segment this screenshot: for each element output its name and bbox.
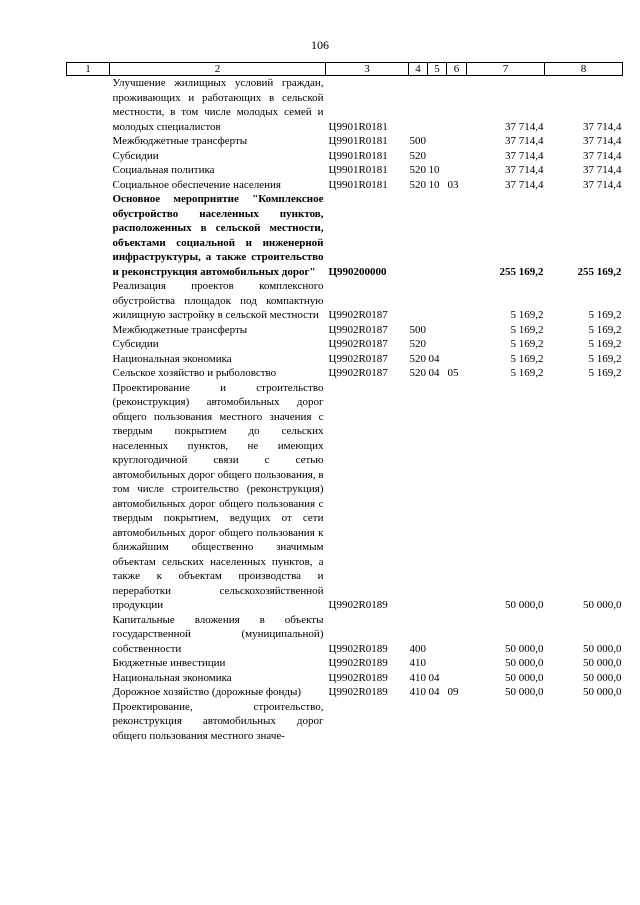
table-row [67, 337, 623, 352]
row-amount-col8: 37 714,4 [583, 120, 622, 133]
row-name: Социальная политика [112, 164, 215, 176]
row-amount-col7: 5 169,2 [510, 309, 544, 321]
row-expense-type: 520 [409, 367, 426, 379]
row-section [428, 656, 447, 671]
row-target-code: Ц990200000 [328, 265, 387, 278]
row-index-cell [67, 366, 110, 381]
row-subsection [447, 192, 467, 279]
table-row [67, 671, 623, 686]
table-row [67, 279, 623, 323]
row-section [428, 76, 447, 135]
row-target-code: Ц9902R0187 [328, 309, 388, 321]
table-row [67, 76, 623, 135]
row-index-cell [67, 279, 110, 323]
row-name: Субсидии [112, 149, 159, 162]
row-name: Межбюджетные трансферты [112, 135, 248, 147]
budget-table [66, 62, 623, 743]
table-row [67, 685, 623, 700]
row-index-cell [67, 700, 110, 744]
row-name: Социальное обеспечение населения [112, 178, 281, 191]
row-amount-col8: 5 169,2 [588, 367, 622, 379]
row-amount-col8: 37 714,4 [583, 178, 622, 191]
table-row [67, 613, 623, 657]
row-amount-col8: 5 169,2 [588, 338, 622, 350]
row-index-cell [67, 178, 110, 193]
row-target-code: Ц9901R0181 [328, 164, 388, 176]
row-subsection [447, 163, 467, 178]
row-section [428, 700, 447, 744]
row-amount-col7: 37 714,4 [505, 178, 544, 191]
header-cell: 5 [428, 63, 447, 76]
row-section: 04 [428, 367, 440, 379]
row-section [428, 337, 447, 352]
row-amount-col7: 37 714,4 [505, 149, 544, 162]
row-amount-col7: 5 169,2 [510, 323, 544, 336]
row-target-code: Ц9901R0181 [328, 178, 388, 191]
row-expense-type: 520 [409, 338, 426, 350]
header-cell: 8 [545, 63, 623, 76]
row-subsection [447, 700, 467, 744]
row-section: 10 [428, 164, 440, 176]
row-name: Проектирование и строительство (реконструкция) автомобильных дорог общего пользования местного значения с твердым покрытием до сельских населенных пунктов, не имеющих круглогодичной связи с сетью автомобильных дорог общего пользования, в том числе строительство (реконструкция) автомобильных дорог общего пользования с твердым покрытием, ведущих от сети автомобильных дорог общего пользования к ближайшим общественно значимым объектам сельских населенных пунктов, а также к объектам производства и переработки сельскохозяйственной продукции [112, 381, 324, 611]
row-expense-type [409, 279, 428, 323]
row-subsection: 09 [447, 686, 459, 698]
row-amount-col8 [545, 700, 623, 744]
row-section: 04 [428, 671, 440, 684]
row-name: Бюджетные инвестиции [112, 657, 226, 669]
row-amount-col8: 50 000,0 [583, 686, 622, 698]
row-subsection [447, 352, 467, 367]
row-section [428, 381, 447, 613]
row-expense-type: 410 [409, 657, 426, 669]
row-subsection [447, 323, 467, 338]
table-row [67, 700, 623, 744]
row-index-cell [67, 323, 110, 338]
row-subsection [447, 134, 467, 149]
row-name: Сельское хозяйство и рыболовство [112, 367, 277, 379]
row-subsection [447, 279, 467, 323]
row-amount-col7: 37 714,4 [505, 164, 544, 176]
row-expense-type: 410 [409, 671, 426, 684]
row-section [428, 613, 447, 657]
row-index-cell [67, 337, 110, 352]
row-amount-col8: 50 000,0 [583, 657, 622, 669]
row-amount-col7: 5 169,2 [510, 338, 544, 350]
row-subsection [447, 149, 467, 164]
row-section: 04 [428, 686, 440, 698]
header-cell: 6 [447, 63, 467, 76]
row-target-code: Ц9902R0189 [328, 657, 388, 669]
row-expense-type: 400 [409, 642, 426, 655]
header-cell: 7 [467, 63, 545, 76]
row-section [428, 149, 447, 164]
table-row [67, 381, 623, 613]
row-amount-col7: 50 000,0 [505, 686, 544, 698]
row-amount-col8: 50 000,0 [583, 599, 622, 611]
row-index-cell [67, 671, 110, 686]
row-expense-type: 410 [409, 686, 426, 698]
row-section: 04 [428, 352, 440, 365]
row-subsection: 03 [447, 178, 459, 191]
row-amount-col7: 50 000,0 [505, 599, 544, 611]
row-index-cell [67, 685, 110, 700]
row-index-cell [67, 613, 110, 657]
table-row [67, 323, 623, 338]
row-name: Проектирование, строительство, реконструкция автомобильных дорог общего пользования местного значе- [112, 700, 324, 742]
row-expense-type [409, 381, 428, 613]
row-amount-col7: 50 000,0 [505, 657, 544, 669]
row-target-code: Ц9902R0187 [328, 367, 388, 379]
row-name: Реализация проектов комплексного обустройства площадок под компактную жилищную застройку в сельской местности [112, 280, 324, 321]
row-target-code [326, 700, 409, 744]
row-target-code: Ц9902R0189 [328, 599, 388, 611]
row-amount-col7: 37 714,4 [505, 135, 544, 147]
row-amount-col7: 50 000,0 [505, 671, 544, 684]
row-index-cell [67, 134, 110, 149]
row-name: Национальная экономика [112, 352, 232, 365]
row-expense-type: 520 [409, 149, 426, 162]
row-name: Субсидии [112, 338, 159, 350]
row-subsection: 05 [447, 367, 459, 379]
row-amount-col8: 5 169,2 [588, 323, 622, 336]
row-amount-col7: 50 000,0 [505, 642, 544, 655]
row-index-cell [67, 192, 110, 279]
row-target-code: Ц9902R0187 [328, 323, 388, 336]
row-section [428, 323, 447, 338]
row-amount-col7: 5 169,2 [510, 367, 544, 379]
row-name: Капитальные вложения в объекты государственной (муниципальной) собственности [112, 613, 324, 655]
row-amount-col7: 37 714,4 [505, 120, 544, 133]
row-index-cell [67, 76, 110, 135]
row-name: Дорожное хозяйство (дорожные фонды) [112, 686, 302, 698]
row-target-code: Ц9902R0189 [328, 671, 388, 684]
row-target-code: Ц9901R0181 [328, 135, 388, 147]
row-amount-col7 [467, 700, 545, 744]
row-expense-type: 500 [409, 323, 426, 336]
header-cell: 1 [67, 63, 110, 76]
row-subsection [447, 76, 467, 135]
row-section [428, 192, 447, 279]
table-row [67, 656, 623, 671]
row-amount-col8: 5 169,2 [588, 352, 622, 365]
row-subsection [447, 337, 467, 352]
row-target-code: Ц9902R0189 [328, 642, 388, 655]
row-subsection [447, 656, 467, 671]
row-index-cell [67, 352, 110, 367]
row-subsection [447, 671, 467, 686]
row-expense-type [409, 76, 428, 135]
table-row [67, 163, 623, 178]
row-index-cell [67, 656, 110, 671]
row-section [428, 134, 447, 149]
row-expense-type: 520 [409, 178, 426, 191]
row-index-cell [67, 163, 110, 178]
row-amount-col8: 50 000,0 [583, 671, 622, 684]
header-cell: 2 [110, 63, 326, 76]
row-target-code: Ц9902R0189 [328, 686, 388, 698]
table-row [67, 352, 623, 367]
row-expense-type: 500 [409, 135, 426, 147]
row-target-code: Ц9901R0181 [328, 120, 388, 133]
row-section [428, 279, 447, 323]
row-amount-col8: 37 714,4 [583, 164, 622, 176]
row-target-code: Ц9902R0187 [328, 352, 388, 365]
row-amount-col7: 5 169,2 [510, 352, 544, 365]
table-row [67, 149, 623, 164]
row-subsection [447, 613, 467, 657]
row-subsection [447, 381, 467, 613]
row-amount-col7: 255 169,2 [499, 265, 544, 278]
table-row [67, 366, 623, 381]
header-cell: 4 [409, 63, 428, 76]
row-expense-type [409, 700, 428, 744]
header-cell: 3 [326, 63, 409, 76]
header-row [67, 63, 623, 76]
row-expense-type: 520 [409, 164, 426, 176]
row-name: Улучшение жилищных условий граждан, проживающих и работающих в сельской местности, в том числе молодых семей и молодых специалистов [112, 77, 324, 133]
row-expense-type [409, 192, 428, 279]
row-amount-col8: 50 000,0 [583, 642, 622, 655]
row-amount-col8: 5 169,2 [588, 309, 622, 321]
row-name: Национальная экономика [112, 671, 232, 684]
row-target-code: Ц9901R0181 [328, 149, 388, 162]
table-row [67, 192, 623, 279]
table-row [67, 134, 623, 149]
row-name: Основное мероприятие "Комплексное обустройство населенных пунктов, расположенных в сельской местности, объектами социальной и инженерной инфраструктуры, а также строительство и реконструкция автомобильных дорог" [112, 193, 324, 278]
row-name: Межбюджетные трансферты [112, 323, 248, 336]
page-number: 106 [311, 38, 329, 52]
row-expense-type: 520 [409, 352, 426, 365]
row-index-cell [67, 149, 110, 164]
row-amount-col8: 255 169,2 [577, 265, 622, 278]
table-row [67, 178, 623, 193]
row-amount-col8: 37 714,4 [583, 149, 622, 162]
row-target-code: Ц9902R0187 [328, 338, 388, 350]
row-index-cell [67, 381, 110, 613]
row-section: 10 [428, 178, 440, 191]
row-amount-col8: 37 714,4 [583, 135, 622, 147]
